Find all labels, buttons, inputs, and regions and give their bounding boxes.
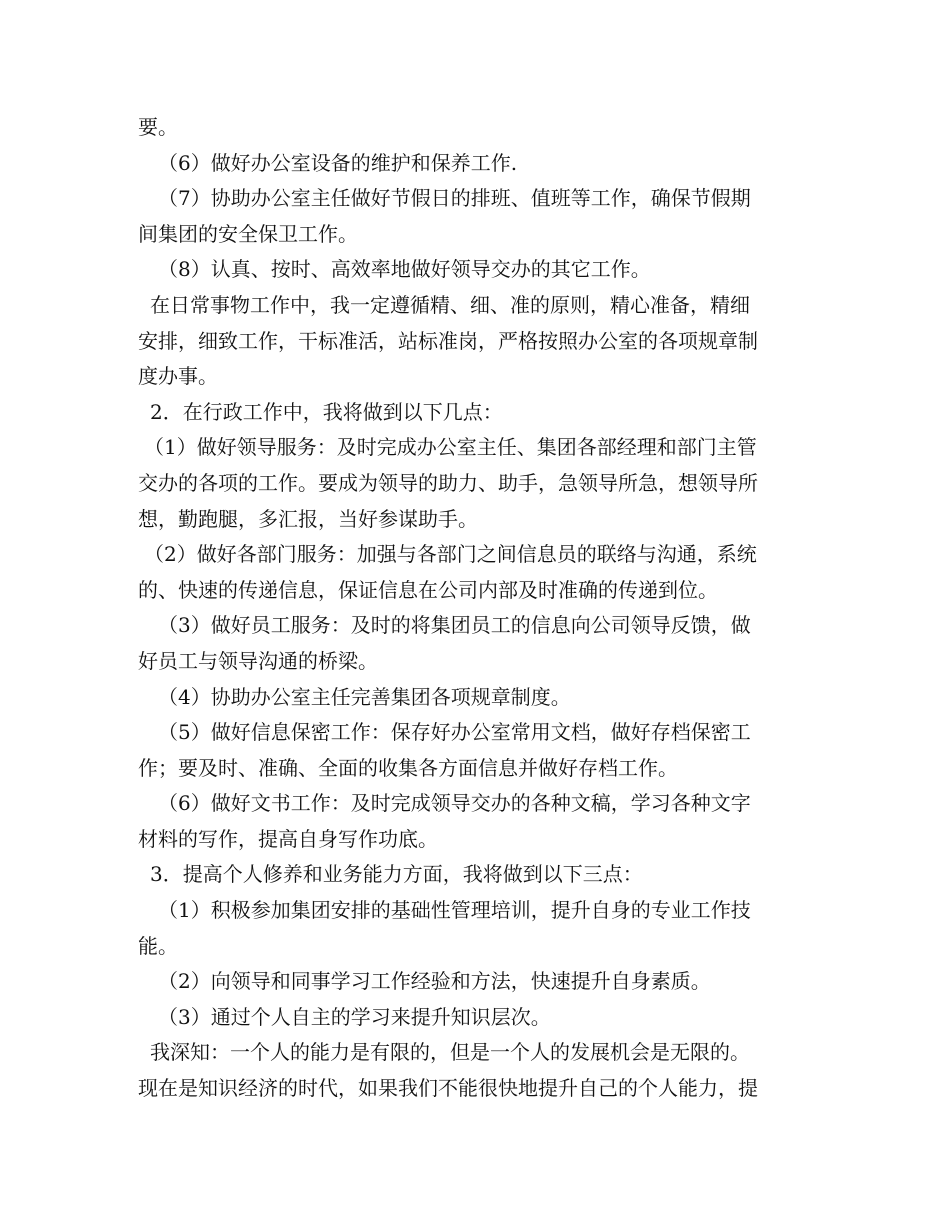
text-line: （6）做好文书工作：及时完成领导交办的各种文稿，学习各种文字: [158, 791, 751, 816]
text-line: （8）认真、按时、高效率地做好领导交办的其它工作。: [158, 257, 651, 282]
text-line: （1）积极参加集团安排的基础性管理培训，提升自身的专业工作技: [158, 898, 751, 923]
text-line: 材料的写作，提高自身写作功底。: [138, 826, 438, 851]
text-line: 我深知：一个人的能力是有限的，但是一个人的发展机会是无限的。: [150, 1040, 750, 1065]
text-line: 间集团的安全保卫工作。: [138, 221, 358, 246]
text-line: （2）向领导和同事学习工作经验和方法，快速提升自身素质。: [158, 969, 711, 994]
text-line: （3）做好员工服务：及时的将集团员工的信息向公司领导反馈，做: [158, 613, 751, 638]
text-line: （2）做好各部门服务：加强与各部门之间信息员的联络与沟通，系统: [144, 542, 757, 567]
text-line: （5）做好信息保密工作：保存好办公室常用文档，做好存档保密工: [158, 720, 751, 745]
document-body: [138, 110, 814, 1107]
text-line: 安排，细致工作，干标准活，站标准岗，严格按照办公室的各项规章制: [138, 328, 758, 353]
text-line: （1）做好领导服务：及时完成办公室主任、集团各部经理和部门主管: [144, 435, 757, 460]
text-line: 的、快速的传递信息，保证信息在公司内部及时准确的传递到位。: [138, 577, 718, 602]
text-line: 在日常事物工作中，我一定遵循精、细、准的原则，精心准备，精细: [150, 292, 750, 317]
text-line: （6）做好办公室设备的维护和保养工作.: [158, 150, 518, 175]
text-line: 好员工与领导沟通的桥梁。: [138, 648, 378, 673]
text-line: 2．在行政工作中，我将做到以下几点：: [150, 399, 503, 424]
text-line: 想，勤跑腿，多汇报，当好参谋助手。: [138, 506, 478, 531]
text-line: 要。: [138, 115, 178, 139]
text-line: （4）协助办公室主任完善集团各项规章制度。: [158, 684, 571, 709]
text-line: 作；要及时、准确、全面的收集各方面信息并做好存档工作。: [138, 755, 678, 780]
text-line: 现在是知识经济的时代，如果我们不能很快地提升自己的个人能力，提: [138, 1076, 758, 1101]
text-line: 度办事。: [138, 364, 218, 389]
text-line: 交办的各项的工作。要成为领导的助力、助手，急领导所急，想领导所: [138, 470, 758, 495]
text-line: （3）通过个人自主的学习来提升知识层次。: [158, 1004, 551, 1029]
text-line: （7）协助办公室主任做好节假日的排班、值班等工作，确保节假期: [158, 186, 751, 211]
text-line: 能。: [138, 933, 178, 958]
text-line: 3．提高个人修养和业务能力方面，我将做到以下三点：: [150, 862, 643, 887]
